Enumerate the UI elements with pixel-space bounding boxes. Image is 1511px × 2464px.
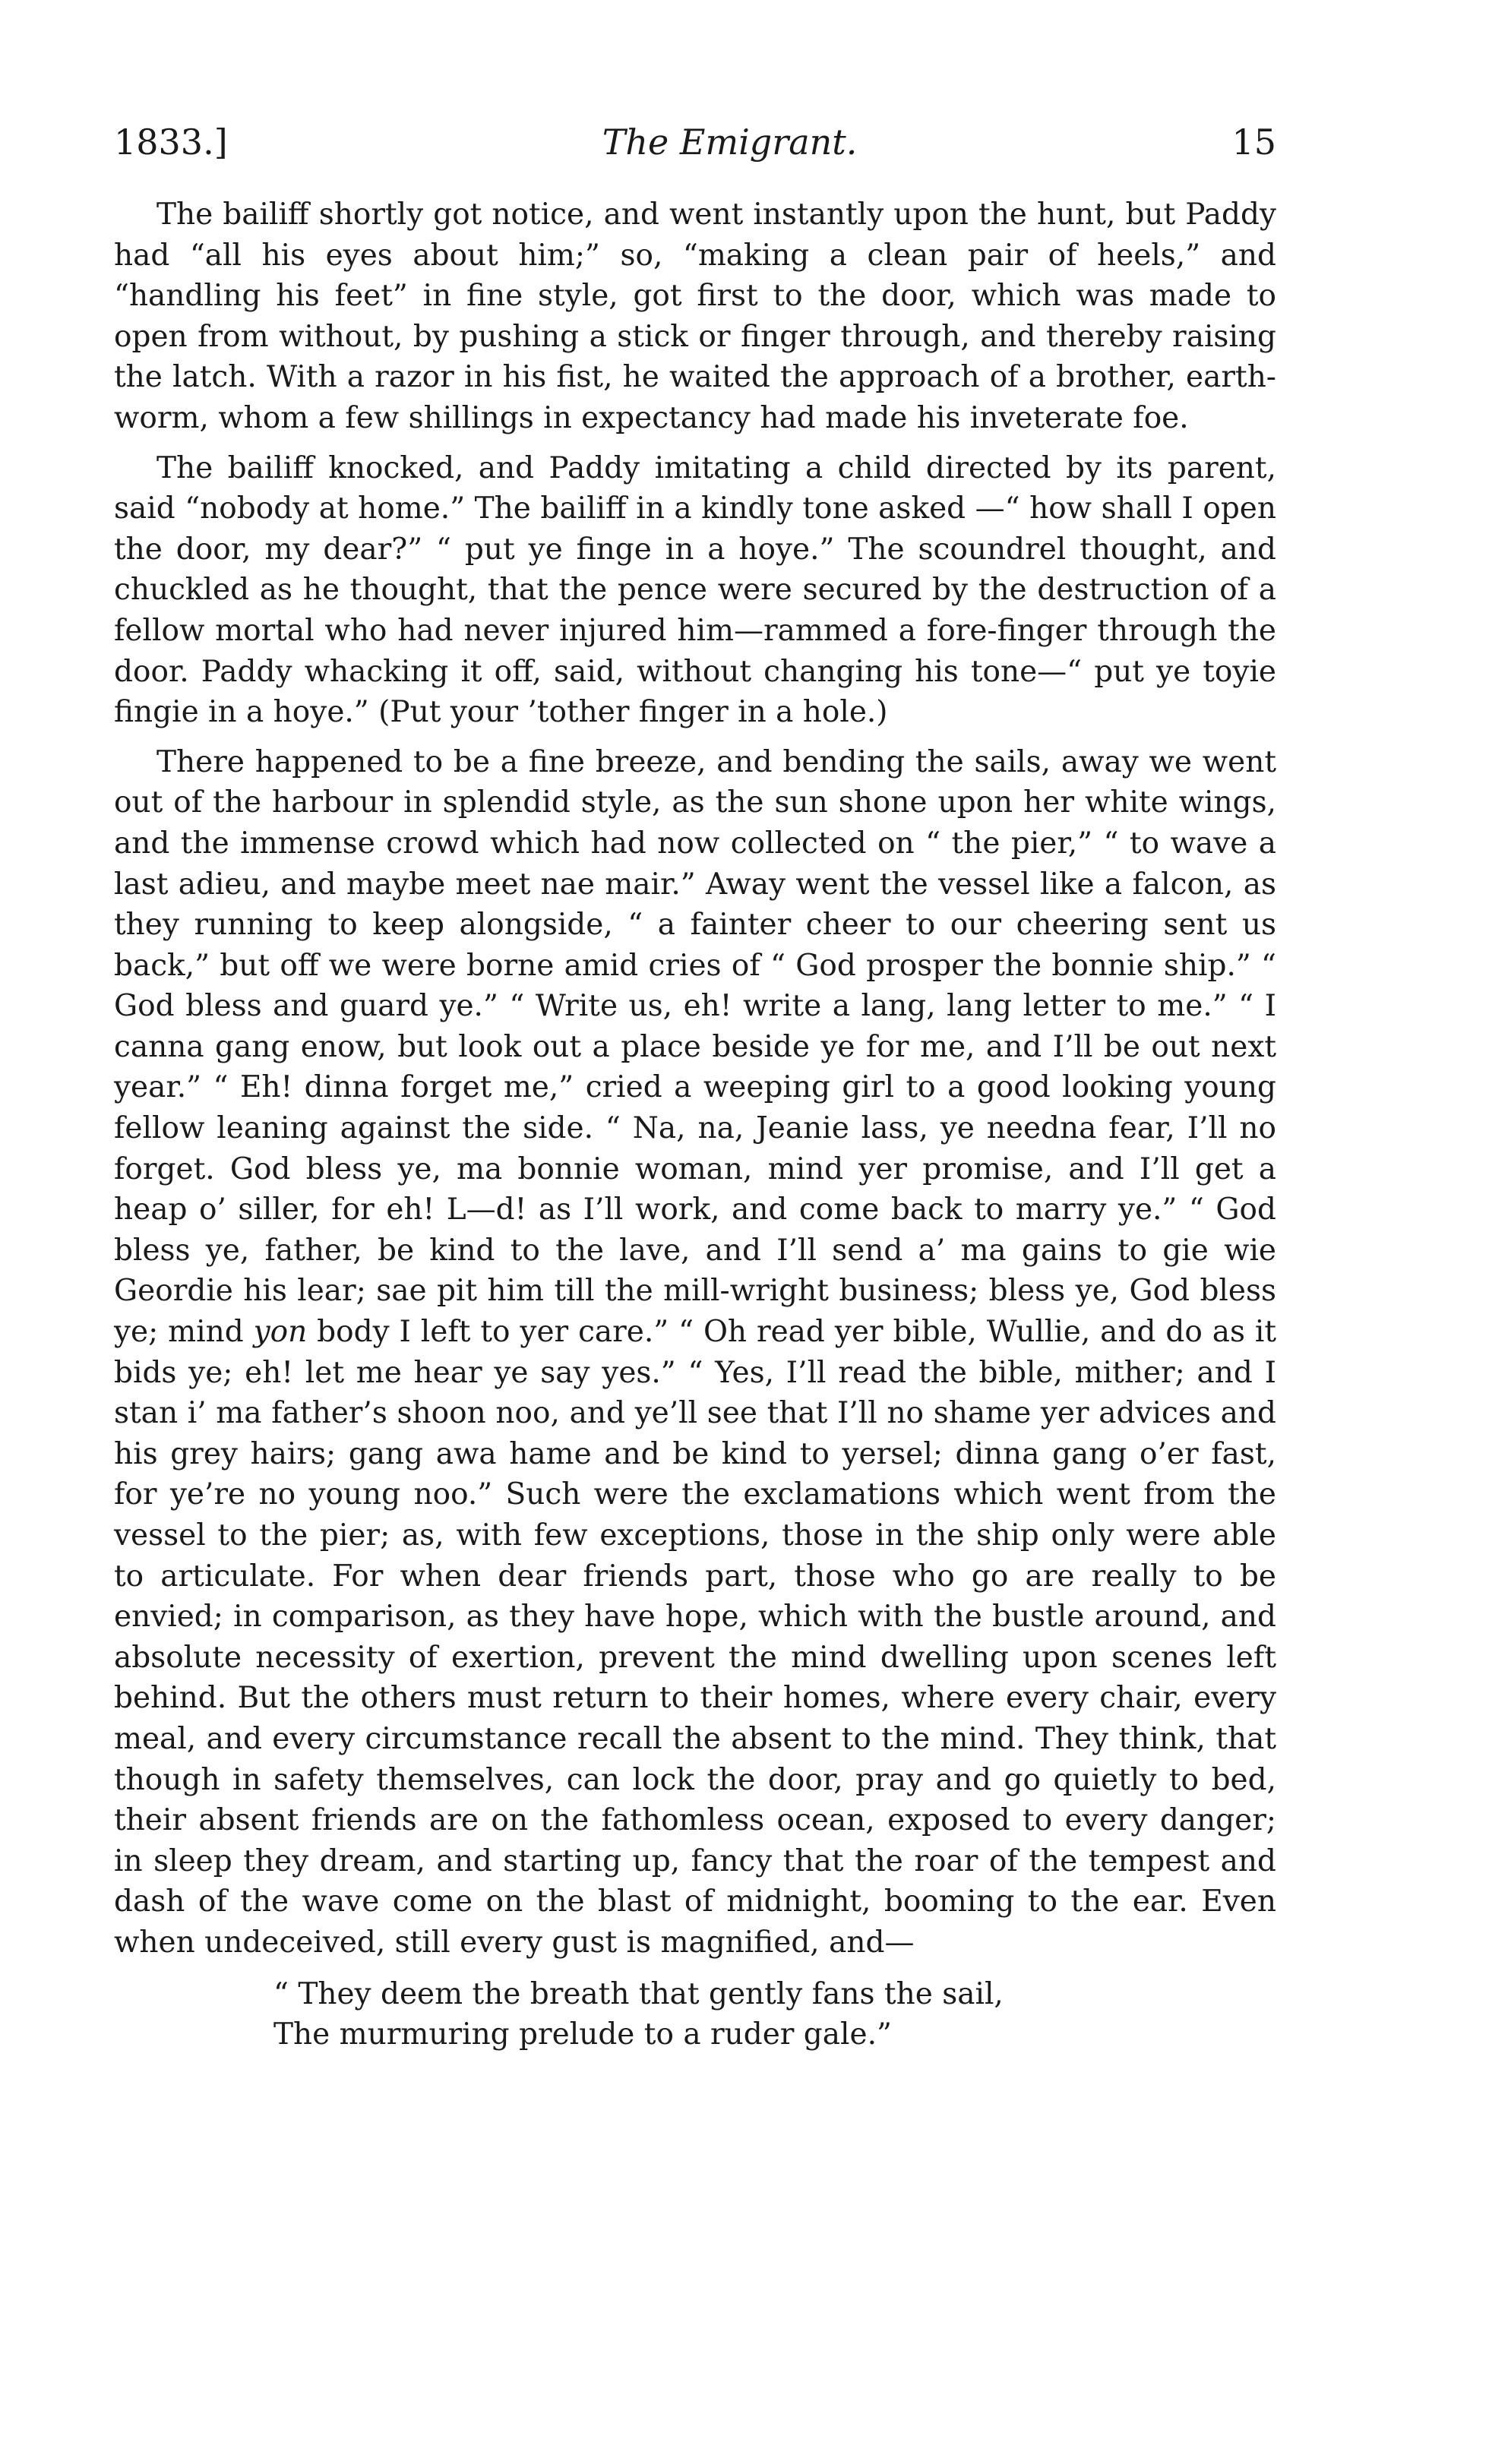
header-year: 1833.] — [114, 122, 228, 163]
page-number: 15 — [1231, 122, 1276, 163]
verse-line: “ They deem the breath that gently fans the sail, — [273, 1976, 1004, 2011]
paragraph-departure — [114, 742, 1276, 1963]
body-text — [114, 194, 1276, 1963]
paragraph-departure-part-1: There happened to be a fine breeze, and bending the sails, away we went out of the harbour in splendid style, as the sun shone upon her white wings, and the immense crowd which had now collected on “ the pier,” “ to wave a last adieu, and maybe meet nae mair.” Away went the vessel like a falcon, as they running to keep alongside, “ a fainter cheer to our cheering sent us back,” but off we were borne amid cries of “ God prosper the bonnie ship.” “ God bless and guard ye.” “ Write us, eh! write a lang, lang letter to me.” “ I canna gang enow, but look out a place beside ye for me, and I’ll be out next year.” “ Eh! dinna forget me,” cried a weeping girl to a good looking young fellow leaning against the side. “ Na, na, Jeanie lass, ye needna fear, I’ll no forget. God bless ye, ma bonnie woman, mind yer promise, and I’ll get a heap o’ siller, for eh! L—d! as I’ll work, and come back to marry ye.” “ God bless ye, father, be kind to the lave, and I’ll send a’ ma gains to gie wie Geordie his lear; sae pit him till the mill-wright business; bless ye, God bless ye; mind — [114, 744, 1276, 1350]
running-head — [114, 122, 1276, 190]
verse-quotation — [273, 1974, 1276, 2055]
paragraph-departure-part-2: body I left to yer care.” “ Oh read yer bible, Wullie, and do as it bids ye; eh! let me hear ye say yes.” “ Yes, I’ll read the bible, mither; and I stan i’ ma father’s shoon noo, and ye’ll see that I’ll no shame yer advices and his grey hairs; gang awa hame and be kind to yersel; dinna gang o’er fast, for ye’re no young noo.” Such were the exclamations which went from the vessel to the pier; as, with few exceptions, those in the ship only were able to articulate. For when dear friends part, those who go are really to be envied; in comparison, as they have hope, which with the bustle around, and absolute necessity of exertion, prevent the mind dwelling upon scenes left behind. But the others must return to their homes, where every chair, every meal, and every circumstance recall the absent to the mind. They think, that though in safety themselves, can lock the door, pray and go quietly to bed, their absent friends are on the fathomless ocean, exposed to every danger; in sleep they dream, and starting up, fancy that the roar of the tempest and dash of the wave come on the blast of midnight, booming to the ear. Even when undeceived, still every gust is magnified, and— — [114, 1315, 1277, 1960]
book-page — [114, 122, 1276, 2055]
verse-line: The murmuring prelude to a ruder gale.” — [273, 2017, 892, 2052]
italic-word: yon — [253, 1315, 308, 1350]
paragraph-bailiff-knock: The bailiff knocked, and Paddy imitating a child directed by its parent, said “nobody at home.” The bailiff in a kindly tone asked —“ how shall I open the door, my dear?” “ put ye finge in a hoye.” The scoundrel thought, and chuckled as he thought, that the pence were secured by the destruction of a fellow mortal who had never injured him—rammed a fore-finger through the door. Paddy whacking it off, said, without changing his tone—“ put ye toyie fingie in a hoye.” (Put your ’tother finger in a hole.) — [114, 450, 1276, 730]
header-title: The Emigrant. — [602, 122, 858, 163]
paragraph-bailiff-notice: The bailiff shortly got notice, and went instantly upon the hunt, but Paddy had “all his eyes about him;” so, “making a clean pair of heels,” and “handling his feet” in fine style, got first to the door, which was made to open from without, by pushing a stick or finger through, and thereby raising the latch. With a razor in his fist, he waited the approach of a brother, earth-worm, whom a few shillings in expectancy had made his inveterate foe. — [114, 197, 1276, 435]
